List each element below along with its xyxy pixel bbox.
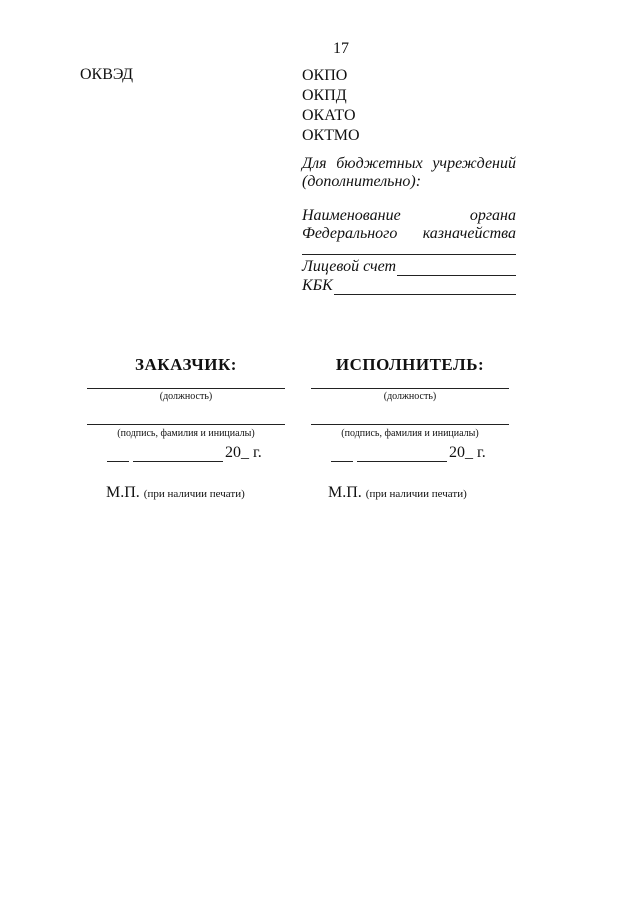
contractor-day-blank[interactable] [331, 447, 353, 462]
treasury-word-2: органа [469, 207, 516, 224]
account-blank-line[interactable] [397, 261, 516, 276]
okpo-label: ОКПО [302, 67, 348, 84]
treasury-name-blank-line[interactable] [302, 254, 516, 255]
account-label: Лицевой счет [302, 258, 397, 275]
customer-position-line[interactable] [87, 388, 285, 389]
oktmo-label: ОКТМО [302, 127, 360, 144]
budget-note-word-2: бюджетных [336, 155, 423, 172]
budget-note-word-1: Для [302, 155, 327, 172]
contractor-year-label: 20_ г. [449, 444, 486, 461]
customer-signature-caption: (подпись, фамилия и инициалы) [117, 428, 255, 439]
customer-signature-line[interactable] [87, 424, 285, 425]
customer-title: ЗАКАЗЧИК: [135, 355, 237, 374]
customer-month-blank[interactable] [133, 447, 223, 462]
treasury-word-3: Федерального [302, 225, 398, 242]
contractor-stamp [328, 484, 467, 502]
kbk-blank-line[interactable] [334, 280, 516, 295]
contractor-position-line[interactable] [311, 388, 509, 389]
page-number: 17 [333, 40, 349, 57]
classifier-codes [302, 66, 360, 146]
treasury-word-4: казначейства [422, 225, 516, 242]
treasury-name-label [302, 207, 516, 243]
contractor-signature-caption: (подпись, фамилия и инициалы) [341, 428, 479, 439]
contractor-stamp-label: М.П. [328, 484, 362, 501]
treasury-word-1: Наименование [302, 207, 401, 224]
kbk-label: КБК [302, 277, 333, 294]
okved-label: ОКВЭД [80, 66, 134, 83]
customer-day-blank[interactable] [107, 447, 129, 462]
customer-position-caption: (должность) [159, 391, 213, 402]
customer-year-label: 20_ г. [225, 444, 262, 461]
contractor-date-row [331, 444, 486, 462]
okato-label: ОКАТО [302, 107, 356, 124]
budget-note-word-3: учреждений [432, 155, 516, 172]
customer-stamp-label: М.П. [106, 484, 140, 501]
kbk-field[interactable] [302, 277, 516, 295]
okpd-label: ОКПД [302, 87, 347, 104]
budget-institutions-note [302, 155, 516, 191]
customer-date-row [107, 444, 262, 462]
contractor-position-caption: (должность) [383, 391, 437, 402]
customer-stamp-note: (при наличии печати) [143, 488, 245, 500]
account-field[interactable] [302, 258, 516, 276]
contractor-stamp-note: (при наличии печати) [365, 488, 467, 500]
customer-stamp [106, 484, 245, 502]
contractor-signature-line[interactable] [311, 424, 509, 425]
budget-note-line-2: (дополнительно): [302, 173, 422, 190]
contractor-title: ИСПОЛНИТЕЛЬ: [335, 355, 485, 374]
contractor-month-blank[interactable] [357, 447, 447, 462]
